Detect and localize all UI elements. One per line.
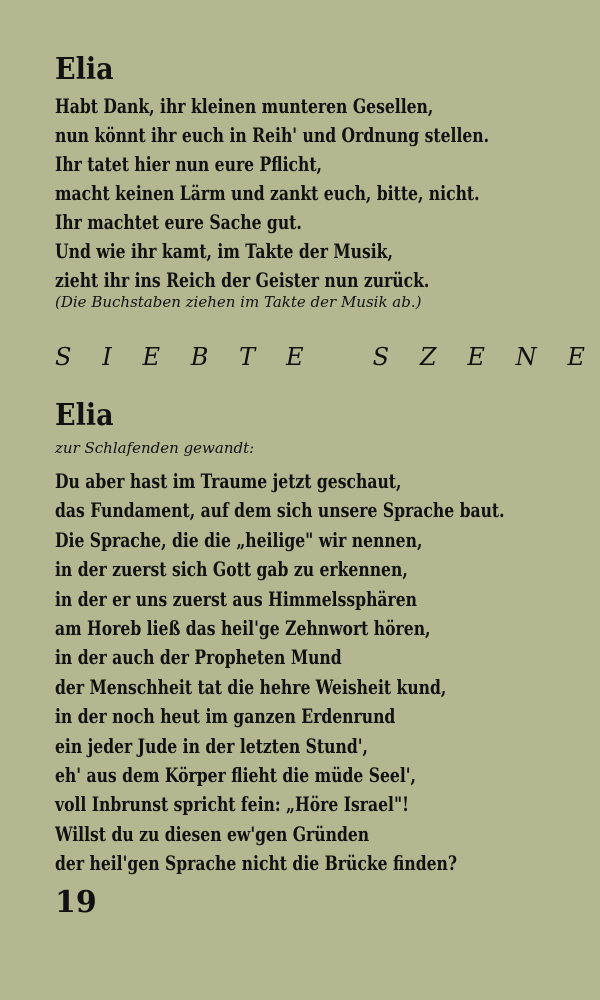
speaker-name: Elia [55,398,114,433]
verse-line: Du aber hast im Traume jetzt geschaut, [55,469,402,493]
scene-heading-letter: I [102,343,112,371]
scene-heading-letter: B [190,343,209,371]
verse-line: Ihr tatet hier nun eure Pflicht, [55,152,322,176]
verse-line: der heil'gen Sprache nicht die Brücke finden? [55,851,458,876]
verse-line: in der zuerst sich Gott gab zu erkennen, [55,557,408,582]
speaker-name: Elia [55,52,114,87]
verse-line: ein jeder Jude in der letzten Stund', [55,733,368,758]
stage-direction: (Die Buchstaben ziehen im Takte der Musik ab.) [55,293,422,311]
scene-heading-letter: T [239,343,256,371]
verse-line: eh' aus dem Körper flieht die müde Seel', [55,762,416,787]
verse-line: in der er uns zuerst aus Himmelssphären [55,586,418,611]
verse-line: macht keinen Lärm und zankt euch, bitte, nicht. [55,181,480,205]
scene-heading-space [334,343,342,371]
verse-line: Willst du zu diesen ew'gen Gründen [55,821,370,846]
verse-line: Die Sprache, die die „heilige" wir nennen, [55,527,423,552]
scene-heading-letter: E [467,343,485,371]
verse-line: der Menschheit tat die hehre Weisheit kund, [55,674,447,699]
scene-heading-letter: E [285,343,304,371]
verse-line: in der noch heut im ganzen Erdenrund [55,704,396,729]
scene-heading-letter: S [55,343,72,371]
scene-heading-letter: Z [419,343,437,371]
stage-direction: zur Schlafenden gewandt: [55,439,255,457]
verse-line: das Fundament, auf dem sich unsere Sprache baut. [55,498,505,523]
verse-line: Und wie ihr kamt, im Takte der Musik, [55,239,393,263]
verse-block [55,92,489,295]
scene-heading [55,343,585,371]
verse-line: am Horeb ließ das heil'ge Zehnwort hören, [55,615,431,640]
verse-line: in der auch der Propheten Mund [55,645,342,670]
verse-line: nun könnt ihr euch in Reih' und Ordnung stellen. [55,123,490,147]
verse-line: zieht ihr ins Reich der Geister nun zurück. [55,268,430,292]
scene-heading-letter: S [372,343,390,371]
verse-line: voll Inbrunst spricht fein: „Höre Israel"! [55,792,409,817]
verse-line: Habt Dank, ihr kleinen munteren Gesellen, [55,94,434,118]
verse-line: Ihr machtet eure Sache gut. [55,210,302,234]
verse-block [55,467,505,878]
scene-heading-letter: E [567,343,585,371]
scene-heading-letter: E [142,343,160,371]
scene-heading-letter: N [515,343,537,371]
page-number: 19 [55,885,97,920]
